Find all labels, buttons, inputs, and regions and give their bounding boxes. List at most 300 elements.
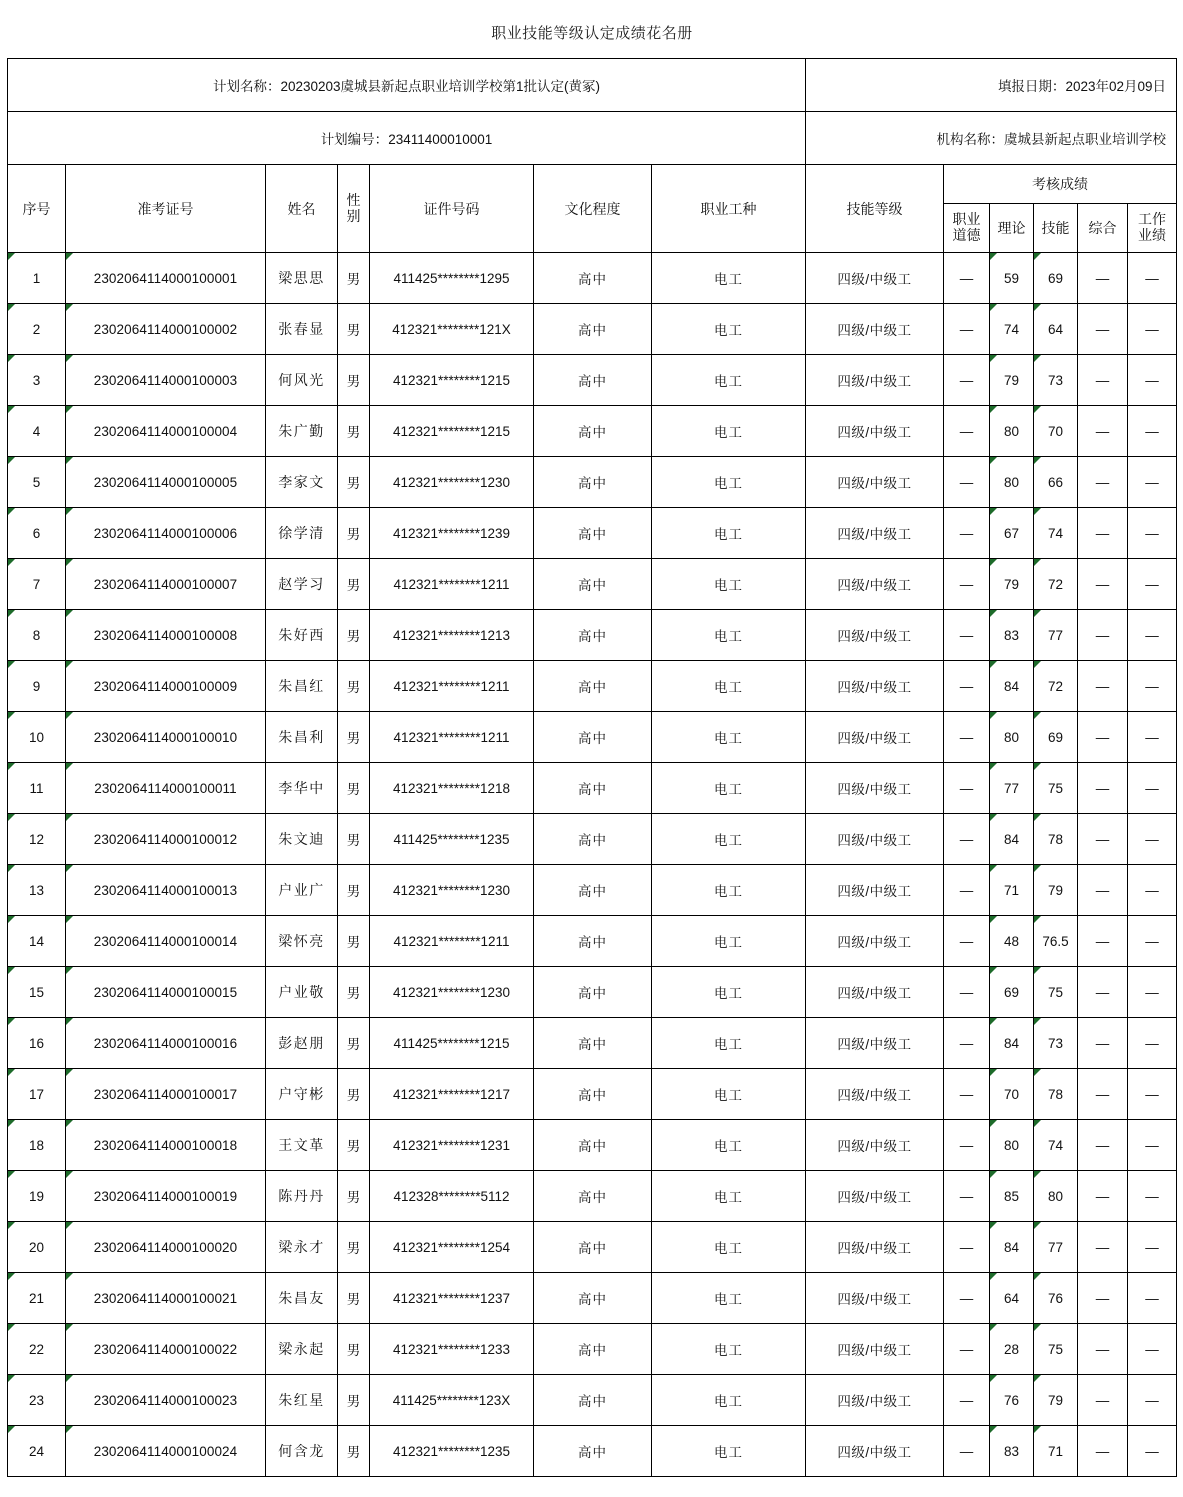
cell-id-card: 412328********5112 [370, 1171, 534, 1222]
cell-comprehensive: — [1078, 457, 1128, 508]
cell-seq: 7 [8, 559, 66, 610]
cell-occupation: 电工 [652, 457, 806, 508]
cell-sex: 男 [338, 1375, 370, 1426]
col-header-ethics: 职业 道德 [944, 204, 990, 253]
cell-ethics: — [944, 304, 990, 355]
cell-id-card: 412321********121X [370, 304, 534, 355]
cell-skill-level: 四级/中级工 [806, 1324, 944, 1375]
cell-theory: 80 [990, 406, 1034, 457]
cell-occupation: 电工 [652, 967, 806, 1018]
cell-admission-no: 2302064114000100019 [66, 1171, 266, 1222]
cell-id-card: 412321********1211 [370, 661, 534, 712]
cell-id-card: 411425********1235 [370, 814, 534, 865]
cell-admission-no: 2302064114000100016 [66, 1018, 266, 1069]
cell-name: 何含龙 [266, 1426, 338, 1477]
cell-performance: — [1128, 253, 1177, 304]
cell-theory: 84 [990, 814, 1034, 865]
cell-occupation: 电工 [652, 253, 806, 304]
cell-ethics: — [944, 559, 990, 610]
table-row [8, 610, 1177, 661]
table-row [8, 253, 1177, 304]
cell-ethics: — [944, 916, 990, 967]
col-header-comprehensive: 综合 [1078, 204, 1128, 253]
cell-ethics: — [944, 508, 990, 559]
cell-occupation: 电工 [652, 1324, 806, 1375]
cell-sex: 男 [338, 1069, 370, 1120]
cell-occupation: 电工 [652, 1426, 806, 1477]
cell-admission-no: 2302064114000100006 [66, 508, 266, 559]
cell-theory: 80 [990, 1120, 1034, 1171]
cell-name: 梁永起 [266, 1324, 338, 1375]
cell-sex: 男 [338, 1426, 370, 1477]
cell-ethics: — [944, 1273, 990, 1324]
cell-comprehensive: — [1078, 355, 1128, 406]
cell-skill-level: 四级/中级工 [806, 508, 944, 559]
cell-comprehensive: — [1078, 406, 1128, 457]
table-row [8, 355, 1177, 406]
col-header-id-card: 证件号码 [370, 165, 534, 253]
cell-id-card: 411425********1295 [370, 253, 534, 304]
cell-skill: 76.5 [1034, 916, 1078, 967]
cell-education: 高中 [534, 508, 652, 559]
cell-comprehensive: — [1078, 916, 1128, 967]
cell-sex: 男 [338, 1324, 370, 1375]
cell-seq: 9 [8, 661, 66, 712]
cell-ethics: — [944, 1069, 990, 1120]
cell-theory: 79 [990, 559, 1034, 610]
cell-theory: 28 [990, 1324, 1034, 1375]
cell-comprehensive: — [1078, 712, 1128, 763]
org-name-value: 虞城县新起点职业培训学校 [1004, 132, 1167, 147]
cell-ethics: — [944, 1171, 990, 1222]
header-row-1 [8, 165, 1177, 204]
cell-skill-level: 四级/中级工 [806, 304, 944, 355]
table-row [8, 406, 1177, 457]
cell-admission-no: 2302064114000100020 [66, 1222, 266, 1273]
cell-skill-level: 四级/中级工 [806, 355, 944, 406]
cell-performance: — [1128, 1273, 1177, 1324]
cell-skill-level: 四级/中级工 [806, 253, 944, 304]
report-date-label: 填报日期： [997, 79, 1066, 94]
cell-name: 朱文迪 [266, 814, 338, 865]
cell-comprehensive: — [1078, 661, 1128, 712]
col-header-occupation: 职业工种 [652, 165, 806, 253]
cell-name: 梁怀亮 [266, 916, 338, 967]
cell-performance: — [1128, 1222, 1177, 1273]
cell-comprehensive: — [1078, 610, 1128, 661]
cell-ethics: — [944, 865, 990, 916]
cell-admission-no: 2302064114000100001 [66, 253, 266, 304]
cell-education: 高中 [534, 1375, 652, 1426]
table-row [8, 1324, 1177, 1375]
cell-education: 高中 [534, 967, 652, 1018]
cell-id-card: 412321********1230 [370, 865, 534, 916]
cell-skill-level: 四级/中级工 [806, 1273, 944, 1324]
cell-id-card: 412321********1215 [370, 406, 534, 457]
cell-performance: — [1128, 763, 1177, 814]
col-header-scores-group: 考核成绩 [944, 165, 1177, 204]
cell-id-card: 412321********1213 [370, 610, 534, 661]
cell-comprehensive: — [1078, 304, 1128, 355]
cell-comprehensive: — [1078, 865, 1128, 916]
cell-seq: 24 [8, 1426, 66, 1477]
cell-theory: 79 [990, 355, 1034, 406]
cell-ethics: — [944, 253, 990, 304]
cell-performance: — [1128, 814, 1177, 865]
cell-seq: 19 [8, 1171, 66, 1222]
cell-skill-level: 四级/中级工 [806, 967, 944, 1018]
cell-sex: 男 [338, 559, 370, 610]
cell-id-card: 412321********1235 [370, 1426, 534, 1477]
cell-name: 朱广勤 [266, 406, 338, 457]
cell-occupation: 电工 [652, 508, 806, 559]
table-row [8, 1018, 1177, 1069]
table-row [8, 661, 1177, 712]
cell-seq: 8 [8, 610, 66, 661]
cell-occupation: 电工 [652, 916, 806, 967]
cell-admission-no: 2302064114000100012 [66, 814, 266, 865]
col-header-skill: 技能 [1034, 204, 1078, 253]
cell-skill: 71 [1034, 1426, 1078, 1477]
cell-id-card: 412321********1237 [370, 1273, 534, 1324]
cell-seq: 1 [8, 253, 66, 304]
cell-comprehensive: — [1078, 1120, 1128, 1171]
cell-sex: 男 [338, 406, 370, 457]
cell-skill: 77 [1034, 610, 1078, 661]
cell-skill-level: 四级/中级工 [806, 865, 944, 916]
table-row [8, 712, 1177, 763]
col-header-name: 姓名 [266, 165, 338, 253]
cell-admission-no: 2302064114000100023 [66, 1375, 266, 1426]
cell-admission-no: 2302064114000100010 [66, 712, 266, 763]
cell-seq: 14 [8, 916, 66, 967]
cell-performance: — [1128, 1324, 1177, 1375]
col-header-admission-no: 准考证号 [66, 165, 266, 253]
cell-skill-level: 四级/中级工 [806, 763, 944, 814]
cell-education: 高中 [534, 1171, 652, 1222]
cell-education: 高中 [534, 865, 652, 916]
cell-performance: — [1128, 712, 1177, 763]
cell-ethics: — [944, 1222, 990, 1273]
plan-no-label: 计划编号： [320, 132, 389, 147]
cell-occupation: 电工 [652, 559, 806, 610]
cell-seq: 5 [8, 457, 66, 508]
cell-id-card: 412321********1239 [370, 508, 534, 559]
cell-id-card: 411425********123X [370, 1375, 534, 1426]
cell-comprehensive: — [1078, 814, 1128, 865]
cell-education: 高中 [534, 1069, 652, 1120]
cell-education: 高中 [534, 559, 652, 610]
cell-name: 王文革 [266, 1120, 338, 1171]
cell-name: 户守彬 [266, 1069, 338, 1120]
cell-id-card: 412321********1215 [370, 355, 534, 406]
cell-seq: 12 [8, 814, 66, 865]
cell-id-card: 412321********1230 [370, 457, 534, 508]
cell-education: 高中 [534, 1324, 652, 1375]
cell-admission-no: 2302064114000100011 [66, 763, 266, 814]
cell-performance: — [1128, 610, 1177, 661]
cell-sex: 男 [338, 457, 370, 508]
cell-performance: — [1128, 1171, 1177, 1222]
cell-admission-no: 2302064114000100017 [66, 1069, 266, 1120]
cell-admission-no: 2302064114000100014 [66, 916, 266, 967]
table-row [8, 967, 1177, 1018]
cell-theory: 76 [990, 1375, 1034, 1426]
report-date-field [806, 59, 1177, 112]
cell-occupation: 电工 [652, 1069, 806, 1120]
cell-ethics: — [944, 1426, 990, 1477]
cell-admission-no: 2302064114000100009 [66, 661, 266, 712]
cell-sex: 男 [338, 253, 370, 304]
cell-seq: 17 [8, 1069, 66, 1120]
cell-seq: 22 [8, 1324, 66, 1375]
cell-ethics: — [944, 1375, 990, 1426]
cell-theory: 71 [990, 865, 1034, 916]
cell-skill-level: 四级/中级工 [806, 1426, 944, 1477]
cell-sex: 男 [338, 355, 370, 406]
col-header-sex: 性 别 [338, 165, 370, 253]
table-row [8, 1222, 1177, 1273]
cell-seq: 4 [8, 406, 66, 457]
cell-name: 李华中 [266, 763, 338, 814]
cell-theory: 69 [990, 967, 1034, 1018]
cell-education: 高中 [534, 763, 652, 814]
cell-seq: 10 [8, 712, 66, 763]
cell-skill: 69 [1034, 253, 1078, 304]
cell-performance: — [1128, 457, 1177, 508]
cell-skill-level: 四级/中级工 [806, 916, 944, 967]
cell-skill: 74 [1034, 508, 1078, 559]
cell-ethics: — [944, 712, 990, 763]
cell-ethics: — [944, 457, 990, 508]
table-row [8, 814, 1177, 865]
table-row [8, 865, 1177, 916]
table-row [8, 457, 1177, 508]
cell-id-card: 412321********1211 [370, 712, 534, 763]
cell-admission-no: 2302064114000100022 [66, 1324, 266, 1375]
cell-skill: 77 [1034, 1222, 1078, 1273]
col-header-seq: 序号 [8, 165, 66, 253]
cell-skill-level: 四级/中级工 [806, 1171, 944, 1222]
cell-theory: 85 [990, 1171, 1034, 1222]
cell-admission-no: 2302064114000100005 [66, 457, 266, 508]
cell-seq: 20 [8, 1222, 66, 1273]
cell-name: 张春显 [266, 304, 338, 355]
cell-id-card: 412321********1231 [370, 1120, 534, 1171]
cell-skill: 78 [1034, 1069, 1078, 1120]
cell-id-card: 412321********1211 [370, 559, 534, 610]
cell-skill: 70 [1034, 406, 1078, 457]
cell-education: 高中 [534, 712, 652, 763]
cell-comprehensive: — [1078, 1426, 1128, 1477]
cell-education: 高中 [534, 406, 652, 457]
col-header-skill-level: 技能等级 [806, 165, 944, 253]
cell-performance: — [1128, 865, 1177, 916]
cell-name: 何风光 [266, 355, 338, 406]
cell-ethics: — [944, 661, 990, 712]
cell-sex: 男 [338, 967, 370, 1018]
cell-sex: 男 [338, 1171, 370, 1222]
cell-skill: 73 [1034, 355, 1078, 406]
table-body [8, 253, 1177, 1477]
cell-occupation: 电工 [652, 712, 806, 763]
cell-ethics: — [944, 1018, 990, 1069]
cell-name: 梁永才 [266, 1222, 338, 1273]
cell-education: 高中 [534, 1426, 652, 1477]
cell-comprehensive: — [1078, 253, 1128, 304]
table-row [8, 1273, 1177, 1324]
cell-seq: 2 [8, 304, 66, 355]
cell-id-card: 411425********1215 [370, 1018, 534, 1069]
cell-theory: 84 [990, 1018, 1034, 1069]
cell-skill: 75 [1034, 763, 1078, 814]
cell-education: 高中 [534, 355, 652, 406]
cell-name: 李家文 [266, 457, 338, 508]
cell-admission-no: 2302064114000100015 [66, 967, 266, 1018]
cell-performance: — [1128, 1375, 1177, 1426]
cell-education: 高中 [534, 253, 652, 304]
cell-seq: 18 [8, 1120, 66, 1171]
cell-name: 朱红星 [266, 1375, 338, 1426]
cell-theory: 59 [990, 253, 1034, 304]
cell-occupation: 电工 [652, 1018, 806, 1069]
cell-occupation: 电工 [652, 661, 806, 712]
page-title: 职业技能等级认定成绩花名册 [8, 6, 1177, 59]
cell-performance: — [1128, 916, 1177, 967]
cell-name: 户业敬 [266, 967, 338, 1018]
cell-skill-level: 四级/中级工 [806, 661, 944, 712]
plan-name-value: 20230203虞城县新起点职业培训学校第1批认定(黄冢) [280, 79, 601, 94]
cell-comprehensive: — [1078, 1171, 1128, 1222]
cell-education: 高中 [534, 916, 652, 967]
table-row [8, 1069, 1177, 1120]
cell-performance: — [1128, 967, 1177, 1018]
cell-occupation: 电工 [652, 406, 806, 457]
cell-seq: 3 [8, 355, 66, 406]
cell-name: 朱昌红 [266, 661, 338, 712]
cell-seq: 15 [8, 967, 66, 1018]
cell-ethics: — [944, 763, 990, 814]
cell-occupation: 电工 [652, 355, 806, 406]
plan-no-field [8, 112, 806, 165]
cell-sex: 男 [338, 610, 370, 661]
cell-theory: 67 [990, 508, 1034, 559]
cell-skill: 74 [1034, 1120, 1078, 1171]
cell-sex: 男 [338, 1120, 370, 1171]
meta-row-plan [8, 59, 1177, 112]
table-row [8, 916, 1177, 967]
cell-ethics: — [944, 610, 990, 661]
plan-no-value: 23411400010001 [388, 132, 493, 147]
cell-skill: 79 [1034, 865, 1078, 916]
col-header-theory: 理论 [990, 204, 1034, 253]
cell-performance: — [1128, 508, 1177, 559]
cell-sex: 男 [338, 712, 370, 763]
cell-education: 高中 [534, 457, 652, 508]
cell-skill: 72 [1034, 559, 1078, 610]
cell-skill-level: 四级/中级工 [806, 1375, 944, 1426]
table-row [8, 508, 1177, 559]
cell-performance: — [1128, 406, 1177, 457]
cell-name: 徐学清 [266, 508, 338, 559]
cell-admission-no: 2302064114000100002 [66, 304, 266, 355]
cell-theory: 80 [990, 457, 1034, 508]
cell-admission-no: 2302064114000100018 [66, 1120, 266, 1171]
cell-seq: 21 [8, 1273, 66, 1324]
cell-theory: 48 [990, 916, 1034, 967]
cell-name: 户业广 [266, 865, 338, 916]
cell-theory: 84 [990, 1222, 1034, 1273]
cell-education: 高中 [534, 1273, 652, 1324]
cell-skill-level: 四级/中级工 [806, 1018, 944, 1069]
plan-name-label: 计划名称： [212, 79, 281, 94]
cell-seq: 16 [8, 1018, 66, 1069]
cell-name: 陈丹丹 [266, 1171, 338, 1222]
cell-occupation: 电工 [652, 763, 806, 814]
cell-admission-no: 2302064114000100008 [66, 610, 266, 661]
cell-skill-level: 四级/中级工 [806, 712, 944, 763]
cell-admission-no: 2302064114000100024 [66, 1426, 266, 1477]
cell-skill: 73 [1034, 1018, 1078, 1069]
cell-theory: 83 [990, 1426, 1034, 1477]
cell-sex: 男 [338, 1222, 370, 1273]
cell-performance: — [1128, 1018, 1177, 1069]
cell-comprehensive: — [1078, 1069, 1128, 1120]
table-row [8, 1171, 1177, 1222]
cell-comprehensive: — [1078, 1018, 1128, 1069]
cell-skill-level: 四级/中级工 [806, 1222, 944, 1273]
cell-name: 梁思思 [266, 253, 338, 304]
cell-seq: 11 [8, 763, 66, 814]
cell-occupation: 电工 [652, 304, 806, 355]
cell-name: 彭赵朋 [266, 1018, 338, 1069]
meta-row-org [8, 112, 1177, 165]
cell-theory: 74 [990, 304, 1034, 355]
cell-sex: 男 [338, 1273, 370, 1324]
cell-id-card: 412321********1218 [370, 763, 534, 814]
col-header-performance: 工作 业绩 [1128, 204, 1177, 253]
cell-skill: 64 [1034, 304, 1078, 355]
cell-skill: 69 [1034, 712, 1078, 763]
cell-theory: 77 [990, 763, 1034, 814]
cell-skill-level: 四级/中级工 [806, 559, 944, 610]
cell-id-card: 412321********1211 [370, 916, 534, 967]
cell-occupation: 电工 [652, 865, 806, 916]
cell-performance: — [1128, 304, 1177, 355]
cell-name: 赵学习 [266, 559, 338, 610]
cell-sex: 男 [338, 508, 370, 559]
table-row [8, 304, 1177, 355]
cell-sex: 男 [338, 865, 370, 916]
cell-occupation: 电工 [652, 814, 806, 865]
cell-admission-no: 2302064114000100003 [66, 355, 266, 406]
cell-ethics: — [944, 1120, 990, 1171]
cell-occupation: 电工 [652, 1222, 806, 1273]
cell-comprehensive: — [1078, 1222, 1128, 1273]
cell-skill: 80 [1034, 1171, 1078, 1222]
cell-id-card: 412321********1217 [370, 1069, 534, 1120]
cell-education: 高中 [534, 1018, 652, 1069]
cell-occupation: 电工 [652, 610, 806, 661]
cell-performance: — [1128, 1120, 1177, 1171]
cell-sex: 男 [338, 814, 370, 865]
cell-education: 高中 [534, 1120, 652, 1171]
cell-ethics: — [944, 967, 990, 1018]
cell-theory: 80 [990, 712, 1034, 763]
cell-education: 高中 [534, 814, 652, 865]
cell-sex: 男 [338, 916, 370, 967]
cell-occupation: 电工 [652, 1120, 806, 1171]
